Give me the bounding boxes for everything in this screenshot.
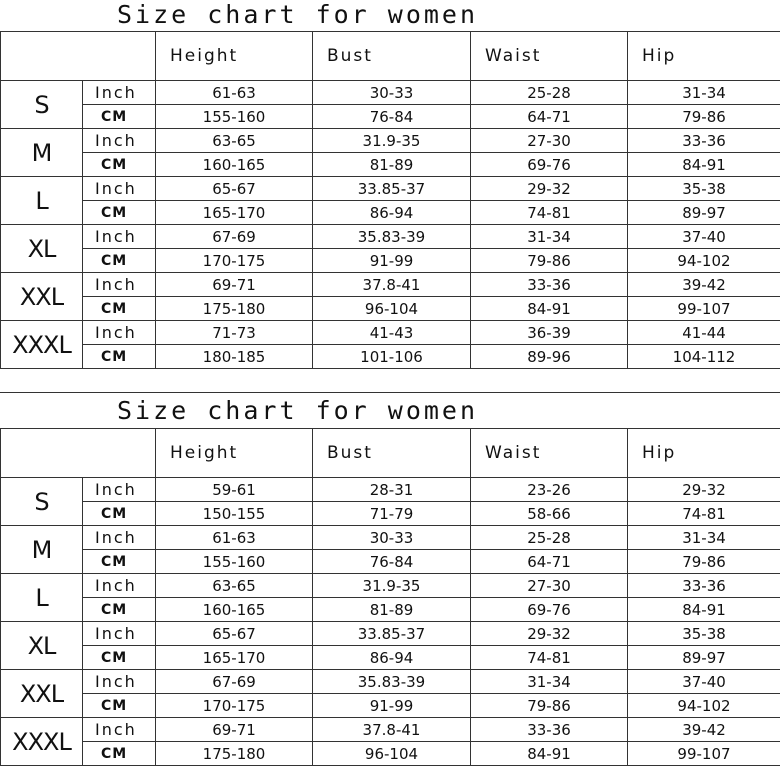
measurement-cell: 33-36 bbox=[628, 574, 780, 598]
size-label: XL bbox=[1, 225, 83, 273]
measurement-cell: 69-76 bbox=[471, 598, 628, 622]
unit-label: Inch bbox=[83, 129, 156, 153]
table-row bbox=[1, 694, 780, 718]
measurement-cell: 31.9-35 bbox=[313, 129, 471, 153]
size-label: L bbox=[1, 574, 83, 622]
measurement-cell: 35.83-39 bbox=[313, 670, 471, 694]
measurement-cell: 84-91 bbox=[471, 742, 628, 766]
measurement-cell: 30-33 bbox=[313, 526, 471, 550]
measurement-cell: 74-81 bbox=[471, 201, 628, 225]
header-row bbox=[1, 429, 780, 478]
measurement-cell: 37-40 bbox=[628, 225, 780, 249]
table-row bbox=[1, 718, 780, 742]
measurement-cell: 79-86 bbox=[471, 249, 628, 273]
measurement-cell: 79-86 bbox=[628, 105, 780, 129]
table-row bbox=[1, 345, 780, 369]
measurement-cell: 29-32 bbox=[471, 622, 628, 646]
measurement-cell: 33.85-37 bbox=[313, 177, 471, 201]
size-table bbox=[0, 428, 780, 766]
size-label: XXXL bbox=[1, 321, 83, 369]
table-row bbox=[1, 273, 780, 297]
unit-label: Inch bbox=[83, 526, 156, 550]
table-row bbox=[1, 321, 780, 345]
measurement-cell: 35-38 bbox=[628, 177, 780, 201]
measurement-cell: 39-42 bbox=[628, 718, 780, 742]
column-header: Waist bbox=[471, 32, 628, 81]
measurement-cell: 61-63 bbox=[156, 81, 313, 105]
measurement-cell: 76-84 bbox=[313, 550, 471, 574]
table-row bbox=[1, 81, 780, 105]
measurement-cell: 81-89 bbox=[313, 153, 471, 177]
measurement-cell: 94-102 bbox=[628, 249, 780, 273]
measurement-cell: 36-39 bbox=[471, 321, 628, 345]
unit-label: CM bbox=[83, 598, 156, 622]
column-header: Height bbox=[156, 429, 313, 478]
table-row bbox=[1, 574, 780, 598]
size-label: XXXL bbox=[1, 718, 83, 766]
measurement-cell: 101-106 bbox=[313, 345, 471, 369]
size-label: XL bbox=[1, 622, 83, 670]
chart-title: Size chart for women bbox=[117, 396, 479, 425]
size-label: XXL bbox=[1, 273, 83, 321]
measurement-cell: 28-31 bbox=[313, 478, 471, 502]
measurement-cell: 25-28 bbox=[471, 526, 628, 550]
measurement-cell: 31.9-35 bbox=[313, 574, 471, 598]
measurement-cell: 39-42 bbox=[628, 273, 780, 297]
table-row bbox=[1, 249, 780, 273]
measurement-cell: 23-26 bbox=[471, 478, 628, 502]
column-header: Waist bbox=[471, 429, 628, 478]
unit-label: Inch bbox=[83, 177, 156, 201]
measurement-cell: 155-160 bbox=[156, 550, 313, 574]
measurement-cell: 99-107 bbox=[628, 297, 780, 321]
measurement-cell: 155-160 bbox=[156, 105, 313, 129]
measurement-cell: 86-94 bbox=[313, 201, 471, 225]
table-row bbox=[1, 153, 780, 177]
measurement-cell: 86-94 bbox=[313, 646, 471, 670]
measurement-cell: 79-86 bbox=[628, 550, 780, 574]
size-label: M bbox=[1, 129, 83, 177]
table-row bbox=[1, 225, 780, 249]
unit-label: Inch bbox=[83, 670, 156, 694]
unit-label: CM bbox=[83, 502, 156, 526]
measurement-cell: 35-38 bbox=[628, 622, 780, 646]
measurement-cell: 58-66 bbox=[471, 502, 628, 526]
measurement-cell: 79-86 bbox=[471, 694, 628, 718]
unit-label: Inch bbox=[83, 273, 156, 297]
measurement-cell: 33-36 bbox=[471, 273, 628, 297]
size-label: L bbox=[1, 177, 83, 225]
measurement-cell: 65-67 bbox=[156, 177, 313, 201]
measurement-cell: 37-40 bbox=[628, 670, 780, 694]
column-header: Bust bbox=[313, 429, 471, 478]
column-header: Height bbox=[156, 32, 313, 81]
measurement-cell: 63-65 bbox=[156, 574, 313, 598]
unit-label: CM bbox=[83, 646, 156, 670]
measurement-cell: 99-107 bbox=[628, 742, 780, 766]
measurement-cell: 89-97 bbox=[628, 201, 780, 225]
measurement-cell: 69-71 bbox=[156, 718, 313, 742]
measurement-cell: 61-63 bbox=[156, 526, 313, 550]
measurement-cell: 170-175 bbox=[156, 694, 313, 718]
table-row bbox=[1, 742, 780, 766]
measurement-cell: 160-165 bbox=[156, 598, 313, 622]
measurement-cell: 30-33 bbox=[313, 81, 471, 105]
measurement-cell: 104-112 bbox=[628, 345, 780, 369]
measurement-cell: 35.83-39 bbox=[313, 225, 471, 249]
measurement-cell: 175-180 bbox=[156, 742, 313, 766]
measurement-cell: 150-155 bbox=[156, 502, 313, 526]
size-table bbox=[0, 31, 780, 369]
measurement-cell: 31-34 bbox=[628, 526, 780, 550]
chart-title: Size chart for women bbox=[117, 0, 479, 29]
measurement-cell: 63-65 bbox=[156, 129, 313, 153]
unit-label: Inch bbox=[83, 321, 156, 345]
measurement-cell: 25-28 bbox=[471, 81, 628, 105]
measurement-cell: 27-30 bbox=[471, 574, 628, 598]
unit-label: CM bbox=[83, 694, 156, 718]
measurement-cell: 71-73 bbox=[156, 321, 313, 345]
size-label: XXL bbox=[1, 670, 83, 718]
unit-label: CM bbox=[83, 345, 156, 369]
measurement-cell: 41-43 bbox=[313, 321, 471, 345]
corner-cell bbox=[1, 32, 156, 81]
measurement-cell: 41-44 bbox=[628, 321, 780, 345]
table-row bbox=[1, 201, 780, 225]
corner-cell bbox=[1, 429, 156, 478]
unit-label: Inch bbox=[83, 622, 156, 646]
measurement-cell: 31-34 bbox=[628, 81, 780, 105]
size-label: S bbox=[1, 478, 83, 526]
table-row bbox=[1, 550, 780, 574]
measurement-cell: 27-30 bbox=[471, 129, 628, 153]
measurement-cell: 33-36 bbox=[628, 129, 780, 153]
size-label: S bbox=[1, 81, 83, 129]
measurement-cell: 175-180 bbox=[156, 297, 313, 321]
unit-label: CM bbox=[83, 550, 156, 574]
column-header: Bust bbox=[313, 32, 471, 81]
measurement-cell: 180-185 bbox=[156, 345, 313, 369]
table-row bbox=[1, 105, 780, 129]
measurement-cell: 71-79 bbox=[313, 502, 471, 526]
measurement-cell: 89-97 bbox=[628, 646, 780, 670]
measurement-cell: 96-104 bbox=[313, 297, 471, 321]
measurement-cell: 65-67 bbox=[156, 622, 313, 646]
column-header: Hip bbox=[628, 429, 780, 478]
divider bbox=[0, 392, 780, 393]
measurement-cell: 59-61 bbox=[156, 478, 313, 502]
table-row bbox=[1, 177, 780, 201]
measurement-cell: 69-76 bbox=[471, 153, 628, 177]
measurement-cell: 170-175 bbox=[156, 249, 313, 273]
unit-label: CM bbox=[83, 297, 156, 321]
table-row bbox=[1, 129, 780, 153]
table-row bbox=[1, 646, 780, 670]
measurement-cell: 84-91 bbox=[628, 153, 780, 177]
measurement-cell: 33-36 bbox=[471, 718, 628, 742]
measurement-cell: 69-71 bbox=[156, 273, 313, 297]
measurement-cell: 37.8-41 bbox=[313, 273, 471, 297]
table-row bbox=[1, 297, 780, 321]
table-row bbox=[1, 502, 780, 526]
measurement-cell: 31-34 bbox=[471, 225, 628, 249]
measurement-cell: 84-91 bbox=[471, 297, 628, 321]
measurement-cell: 91-99 bbox=[313, 249, 471, 273]
measurement-cell: 67-69 bbox=[156, 225, 313, 249]
measurement-cell: 67-69 bbox=[156, 670, 313, 694]
column-header: Hip bbox=[628, 32, 780, 81]
measurement-cell: 29-32 bbox=[628, 478, 780, 502]
measurement-cell: 96-104 bbox=[313, 742, 471, 766]
table-row bbox=[1, 622, 780, 646]
header-row bbox=[1, 32, 780, 81]
unit-label: CM bbox=[83, 249, 156, 273]
measurement-cell: 165-170 bbox=[156, 201, 313, 225]
measurement-cell: 160-165 bbox=[156, 153, 313, 177]
table-row bbox=[1, 478, 780, 502]
measurement-cell: 89-96 bbox=[471, 345, 628, 369]
measurement-cell: 165-170 bbox=[156, 646, 313, 670]
measurement-cell: 64-71 bbox=[471, 550, 628, 574]
measurement-cell: 74-81 bbox=[471, 646, 628, 670]
unit-label: Inch bbox=[83, 225, 156, 249]
measurement-cell: 81-89 bbox=[313, 598, 471, 622]
table-row bbox=[1, 526, 780, 550]
unit-label: CM bbox=[83, 201, 156, 225]
measurement-cell: 74-81 bbox=[628, 502, 780, 526]
unit-label: Inch bbox=[83, 478, 156, 502]
table-row bbox=[1, 598, 780, 622]
measurement-cell: 76-84 bbox=[313, 105, 471, 129]
measurement-cell: 94-102 bbox=[628, 694, 780, 718]
measurement-cell: 91-99 bbox=[313, 694, 471, 718]
unit-label: Inch bbox=[83, 81, 156, 105]
unit-label: Inch bbox=[83, 574, 156, 598]
table-row bbox=[1, 670, 780, 694]
measurement-cell: 84-91 bbox=[628, 598, 780, 622]
size-label: M bbox=[1, 526, 83, 574]
unit-label: CM bbox=[83, 742, 156, 766]
unit-label: Inch bbox=[83, 718, 156, 742]
measurement-cell: 64-71 bbox=[471, 105, 628, 129]
unit-label: CM bbox=[83, 105, 156, 129]
unit-label: CM bbox=[83, 153, 156, 177]
measurement-cell: 29-32 bbox=[471, 177, 628, 201]
measurement-cell: 37.8-41 bbox=[313, 718, 471, 742]
measurement-cell: 31-34 bbox=[471, 670, 628, 694]
measurement-cell: 33.85-37 bbox=[313, 622, 471, 646]
